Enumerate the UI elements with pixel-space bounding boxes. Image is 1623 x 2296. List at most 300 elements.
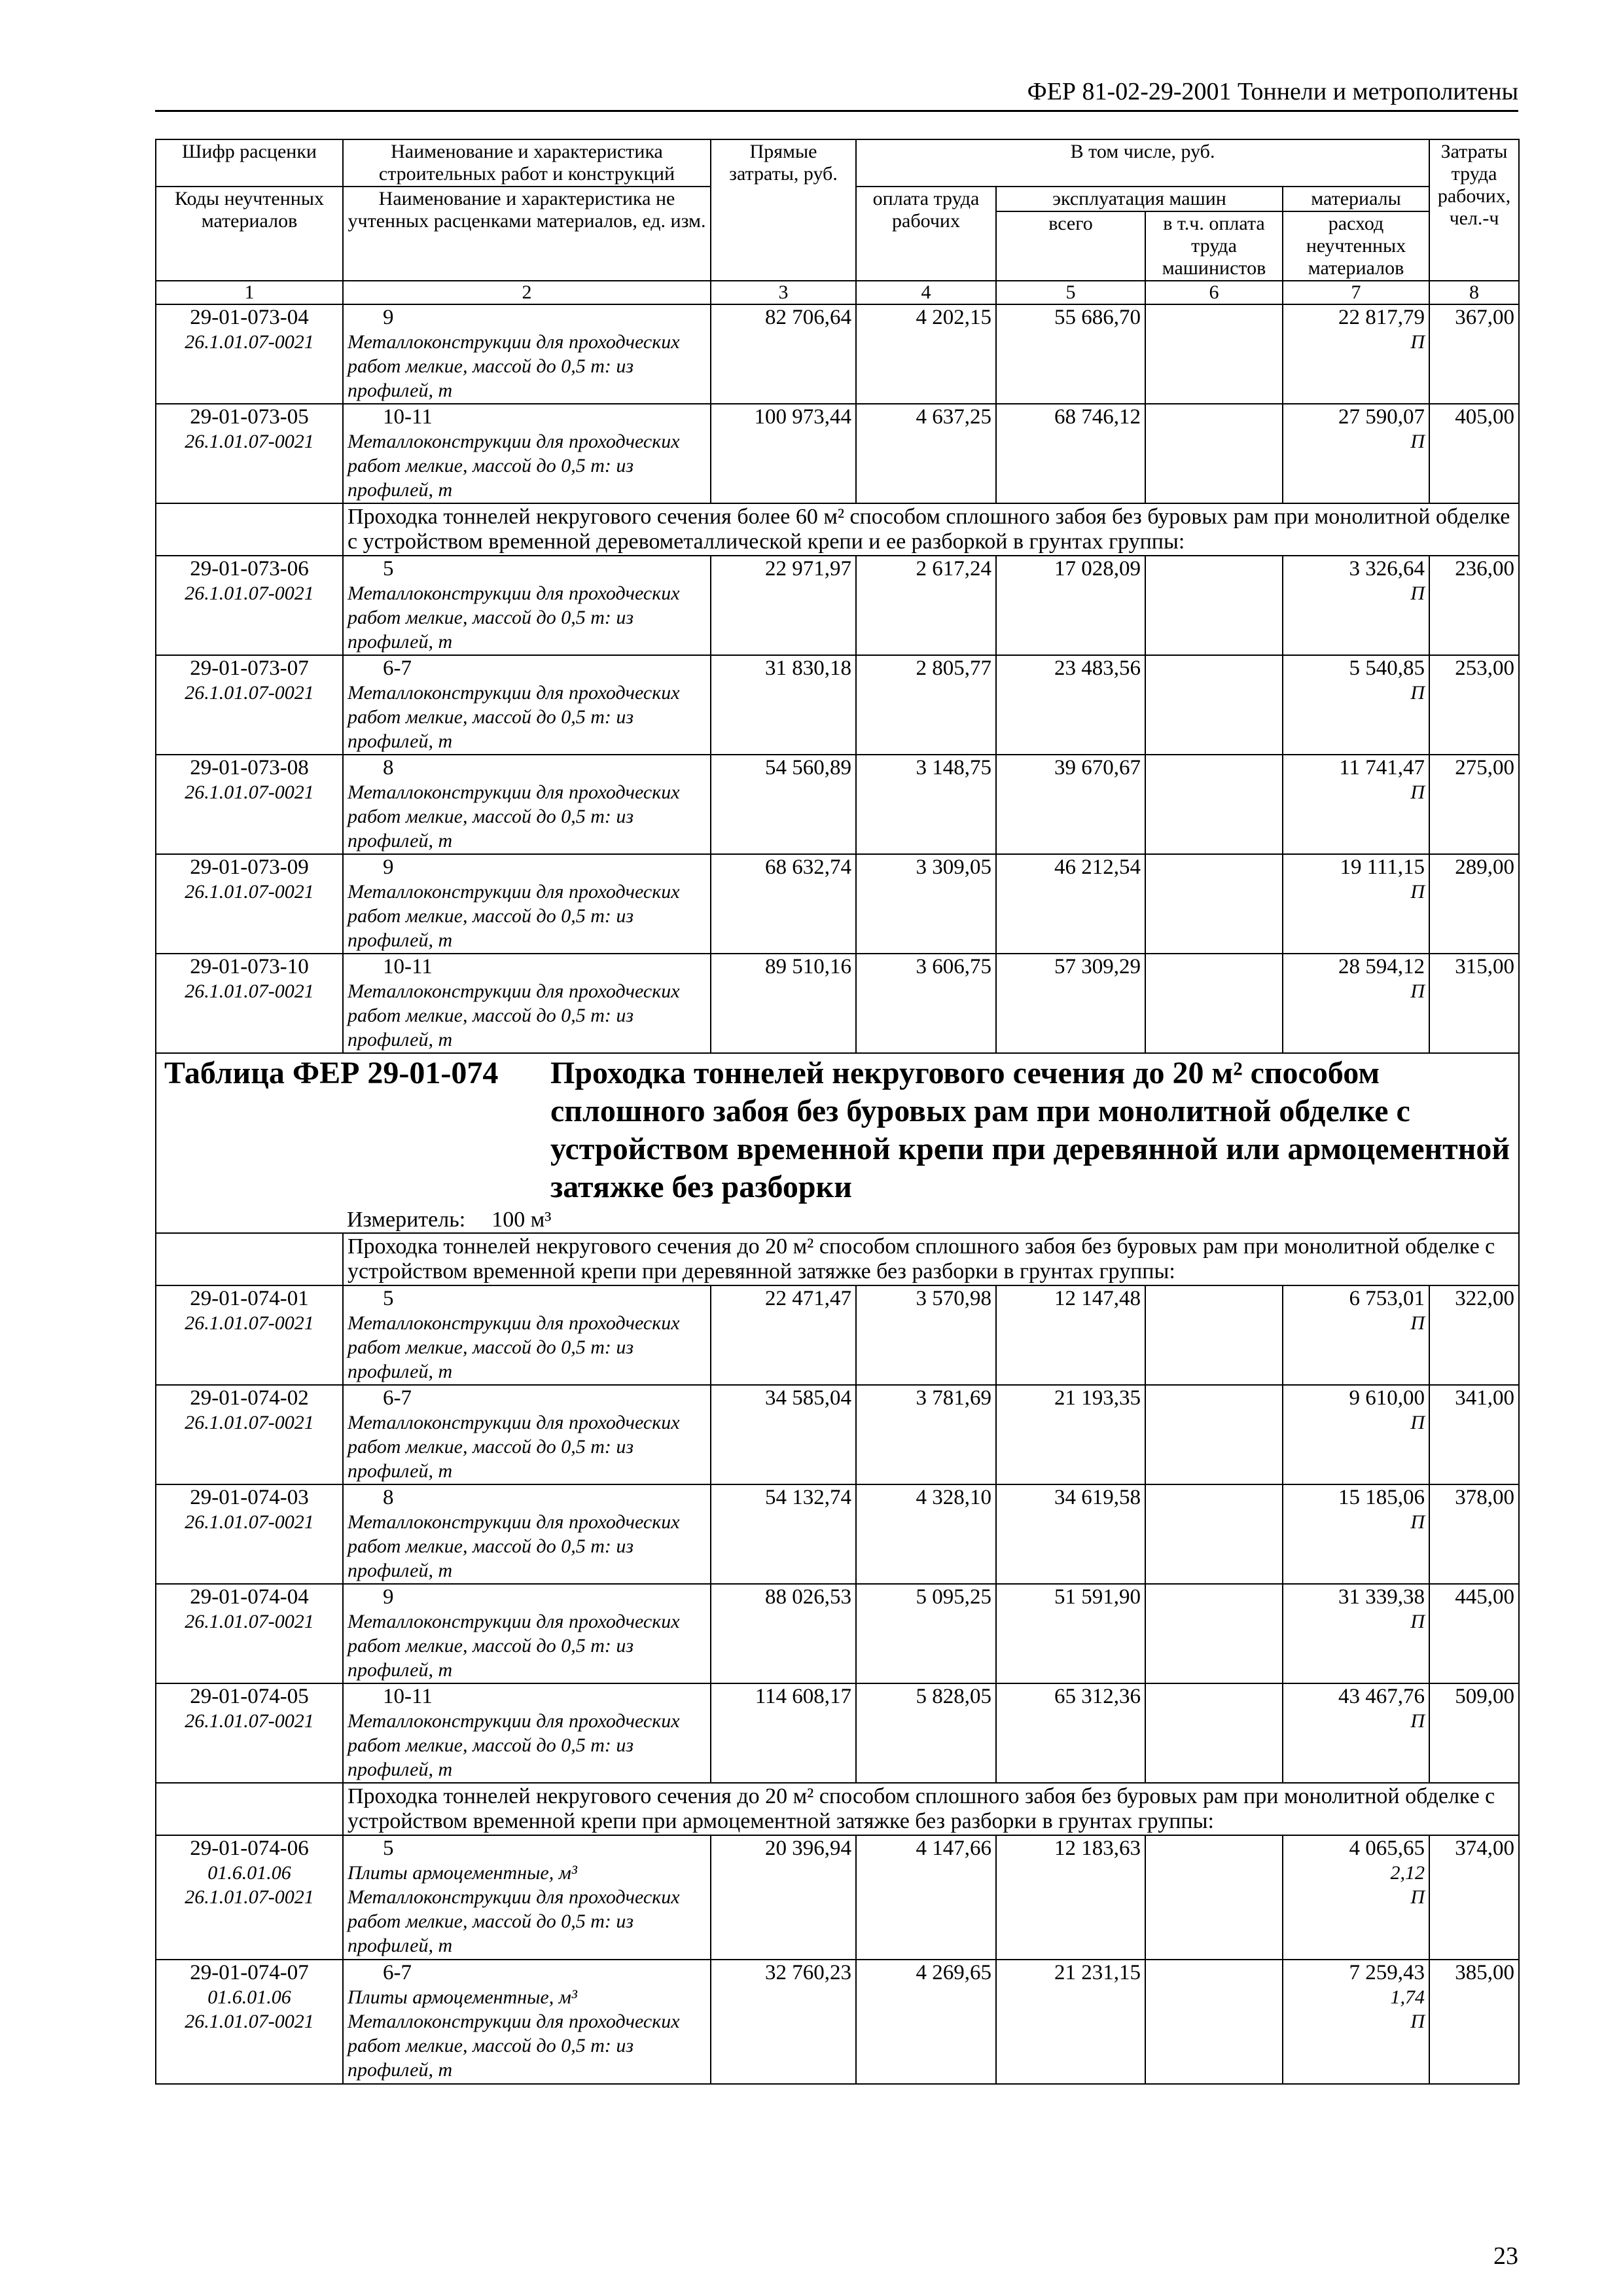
- name-cell: [343, 1683, 711, 1783]
- direct-cost: 34 585,04: [765, 1386, 851, 1410]
- material-name: Металлоконструкции для проходческих работ мелкие, массой до 0,5 т: из профилей, т: [348, 331, 680, 401]
- material-name: Металлоконструкции для проходческих работ мелкие, массой до 0,5 т: из профилей, т: [348, 980, 680, 1050]
- material-name: Металлоконструкции для проходческих работ мелкие, массой до 0,5 т: из профилей, т: [348, 1312, 680, 1382]
- code-cell: [156, 1960, 343, 2084]
- machines-cell: [996, 1683, 1145, 1783]
- labor-pay-cell: [856, 954, 996, 1053]
- direct-cost-cell: [711, 556, 856, 655]
- material-name: Металлоконструкции для проходческих работ мелкие, массой до 0,5 т: из профилей, т: [348, 2011, 680, 2081]
- col-number: 7: [1283, 281, 1429, 304]
- direct-cost-cell: [711, 1484, 856, 1584]
- labor-cost: 341,00: [1455, 1386, 1515, 1410]
- machines-pay-cell: [1145, 1484, 1283, 1584]
- col-labor-pay: оплата труда рабочих: [856, 187, 996, 281]
- material-code: 01.6.01.06: [207, 1986, 291, 2008]
- material-code: 26.1.01.07-0021: [185, 1412, 314, 1433]
- machines-total: 21 193,35: [1054, 1386, 1141, 1410]
- rate-code: 29-01-073-04: [190, 306, 309, 329]
- section-heading-text: Проходка тоннелей некругового сечения до 20 м² способом сплошного забоя без буровых рам при монолитной обделке с устройством временной крепи при деревянной затяжке без разборки в грунтах группы:: [348, 1234, 1495, 1283]
- section-heading-text: Проходка тоннелей некругового сечения до 20 м² способом сплошного забоя без буровых рам при монолитной обделке с устройством временной крепи при армоцементной затяжке без разборки в грунтах группы:: [348, 1784, 1495, 1833]
- labor-cost: 315,00: [1455, 955, 1515, 978]
- labor-cost-cell: [1429, 1960, 1519, 2084]
- name-cell: [343, 1960, 711, 2084]
- machines-cell: [996, 954, 1145, 1053]
- page-header-title: ФЕР 81-02-29-2001 Тоннели и метрополитены: [1027, 78, 1518, 105]
- labor-cost: 385,00: [1455, 1961, 1515, 1984]
- machines-total: 17 028,09: [1054, 557, 1141, 581]
- code-cell: [156, 1584, 343, 1683]
- labor-cost-cell: [1429, 1683, 1519, 1783]
- table-title: Проходка тоннелей некругового сечения до 20 м² способом сплошного забоя без буровых рам при монолитной обделке с устройством временной крепи при деревянной или армоцементной затяжке без разборки: [550, 1056, 1510, 1204]
- soil-group: 5: [383, 1287, 394, 1310]
- material-mark: П: [1410, 1511, 1425, 1533]
- soil-group: 6-7: [383, 1961, 412, 1984]
- machines-pay-cell: [1145, 404, 1283, 503]
- soil-group: 8: [383, 1486, 394, 1509]
- material-code: 26.1.01.07-0021: [185, 980, 314, 1002]
- col-incl: В том числе, руб.: [856, 139, 1429, 187]
- section-spacer: [156, 1233, 343, 1285]
- rate-code: 29-01-073-10: [190, 955, 309, 978]
- machines-total: 12 147,48: [1054, 1287, 1141, 1310]
- material-code: 26.1.01.07-0021: [185, 583, 314, 604]
- table-row: [156, 1960, 1519, 2084]
- labor-pay-cell: [856, 304, 996, 404]
- materials-cost: 3 326,64: [1349, 557, 1425, 581]
- rate-code: 29-01-073-08: [190, 756, 309, 780]
- material-code: 26.1.01.07-0021: [185, 881, 314, 903]
- machines-pay-cell: [1145, 655, 1283, 755]
- col-machines-pay: в т.ч. оплата труда машинистов: [1145, 211, 1283, 281]
- table-row: [156, 1484, 1519, 1584]
- direct-cost: 22 471,47: [765, 1287, 851, 1310]
- material-code: 26.1.01.07-0021: [185, 1710, 314, 1732]
- direct-cost: 68 632,74: [765, 855, 851, 879]
- soil-group: 6-7: [383, 1386, 412, 1410]
- table-row: [156, 1385, 1519, 1484]
- rate-code: 29-01-074-06: [190, 1837, 309, 1860]
- materials-cost: 15 185,06: [1338, 1486, 1425, 1509]
- material-name: Металлоконструкции для проходческих работ мелкие, массой до 0,5 т: из профилей, т: [348, 1710, 680, 1780]
- machines-cell: [996, 1484, 1145, 1584]
- labor-pay: 3 148,75: [916, 756, 991, 780]
- col-name-materials: Наименование и характеристика не учтенных расценками материалов, ед. изм.: [343, 187, 711, 281]
- meter-value: 100 м³: [491, 1208, 552, 1232]
- material-mark: П: [1410, 1611, 1425, 1632]
- materials-cell: [1283, 854, 1429, 954]
- direct-cost-cell: [711, 1285, 856, 1385]
- col-direct: Прямые затраты, руб.: [711, 139, 856, 281]
- material-name: Металлоконструкции для проходческих работ мелкие, массой до 0,5 т: из профилей, т: [348, 1511, 680, 1581]
- machines-pay-cell: [1145, 1835, 1283, 1960]
- material-mark: П: [1410, 781, 1425, 803]
- labor-pay-cell: [856, 1584, 996, 1683]
- col-number: 3: [711, 281, 856, 304]
- direct-cost-cell: [711, 304, 856, 404]
- labor-pay: 3 606,75: [916, 955, 991, 978]
- code-cell: [156, 304, 343, 404]
- material-mark: П: [1410, 980, 1425, 1002]
- labor-cost: 509,00: [1455, 1685, 1515, 1708]
- material-code: 26.1.01.07-0021: [185, 1886, 314, 1908]
- rate-code: 29-01-074-07: [190, 1961, 309, 1984]
- labor-pay-cell: [856, 1484, 996, 1584]
- materials-cell: [1283, 404, 1429, 503]
- direct-cost-cell: [711, 1385, 856, 1484]
- material-name: Металлоконструкции для проходческих работ мелкие, массой до 0,5 т: из профилей, т: [348, 1611, 680, 1681]
- labor-pay: 4 637,25: [916, 405, 991, 429]
- machines-cell: [996, 1584, 1145, 1683]
- material-name: Металлоконструкции для проходческих работ мелкие, массой до 0,5 т: из профилей, т: [348, 1412, 680, 1482]
- soil-group: 10-11: [383, 1685, 433, 1708]
- direct-cost: 31 830,18: [765, 656, 851, 680]
- rate-code: 29-01-073-06: [190, 557, 309, 581]
- labor-pay: 5 095,25: [916, 1585, 991, 1609]
- labor-pay: 3 781,69: [916, 1386, 991, 1410]
- labor-cost: 378,00: [1455, 1486, 1515, 1509]
- materials-cell: [1283, 1960, 1429, 2084]
- material-usage: 1,74: [1390, 1986, 1425, 2008]
- direct-cost-cell: [711, 1960, 856, 2084]
- column-numbers-row: [156, 281, 1519, 304]
- machines-pay-cell: [1145, 755, 1283, 854]
- material-mark: П: [1410, 881, 1425, 903]
- section-row: [156, 1783, 1519, 1835]
- labor-cost-cell: [1429, 755, 1519, 854]
- labor-pay: 5 828,05: [916, 1685, 991, 1708]
- name-cell: [343, 755, 711, 854]
- col-labor: Затраты труда рабочих, чел.-ч: [1429, 139, 1519, 281]
- machines-cell: [996, 655, 1145, 755]
- direct-cost-cell: [711, 404, 856, 503]
- code-cell: [156, 655, 343, 755]
- col-machines: эксплуатация машин: [996, 187, 1283, 211]
- name-cell: [343, 1484, 711, 1584]
- materials-cell: [1283, 655, 1429, 755]
- code-cell: [156, 854, 343, 954]
- material-code: 26.1.01.07-0021: [185, 1611, 314, 1632]
- table-row: [156, 755, 1519, 854]
- material-name: Металлоконструкции для проходческих работ мелкие, массой до 0,5 т: из профилей, т: [348, 881, 680, 951]
- soil-group: 10-11: [383, 405, 433, 429]
- labor-pay-cell: [856, 755, 996, 854]
- material-name: Металлоконструкции для проходческих работ мелкие, массой до 0,5 т: из профилей, т: [348, 781, 680, 852]
- labor-pay-cell: [856, 1835, 996, 1960]
- labor-pay: 4 202,15: [916, 306, 991, 329]
- name-cell: [343, 1285, 711, 1385]
- code-cell: [156, 1683, 343, 1783]
- page-header: [155, 73, 1518, 112]
- labor-cost: 236,00: [1455, 557, 1515, 581]
- rate-code: 29-01-073-07: [190, 656, 309, 680]
- labor-cost-cell: [1429, 1835, 1519, 1960]
- materials-cost: 4 065,65: [1349, 1837, 1425, 1860]
- materials-cost: 31 339,38: [1338, 1585, 1425, 1609]
- table-label: Таблица ФЕР 29-01-074: [164, 1056, 499, 1090]
- machines-pay-cell: [1145, 954, 1283, 1053]
- soil-group: 9: [383, 306, 394, 329]
- rates-table-body: [156, 139, 1519, 2084]
- labor-cost: 405,00: [1455, 405, 1515, 429]
- machines-pay-cell: [1145, 1285, 1283, 1385]
- rate-code: 29-01-074-04: [190, 1585, 309, 1609]
- table-row: [156, 1285, 1519, 1385]
- meter-label: Измеритель:: [347, 1208, 466, 1232]
- labor-pay-cell: [856, 854, 996, 954]
- direct-cost-cell: [711, 655, 856, 755]
- col-machines-total: всего: [996, 211, 1145, 281]
- materials-cost: 11 741,47: [1339, 756, 1425, 780]
- labor-cost: 253,00: [1455, 656, 1515, 680]
- machines-total: 12 183,63: [1054, 1837, 1141, 1860]
- labor-cost-cell: [1429, 854, 1519, 954]
- labor-cost-cell: [1429, 304, 1519, 404]
- table-row: [156, 954, 1519, 1053]
- direct-cost-cell: [711, 1584, 856, 1683]
- rate-code: 29-01-073-09: [190, 855, 309, 879]
- material-mark: П: [1410, 431, 1425, 452]
- machines-pay-cell: [1145, 556, 1283, 655]
- labor-pay-cell: [856, 556, 996, 655]
- col-number: 1: [156, 281, 343, 304]
- labor-pay-cell: [856, 655, 996, 755]
- machines-total: 39 670,67: [1054, 756, 1141, 780]
- material-code: 26.1.01.07-0021: [185, 331, 314, 353]
- machines-cell: [996, 854, 1145, 954]
- labor-cost-cell: [1429, 954, 1519, 1053]
- labor-cost: 289,00: [1455, 855, 1515, 879]
- machines-total: 23 483,56: [1054, 656, 1141, 680]
- code-cell: [156, 1484, 343, 1584]
- table-title-cell: [156, 1053, 1519, 1233]
- name-cell: [343, 1835, 711, 1960]
- col-code-materials: Коды неучтенных материалов: [156, 187, 343, 281]
- labor-cost-cell: [1429, 1584, 1519, 1683]
- machines-pay-cell: [1145, 1584, 1283, 1683]
- col-number: 8: [1429, 281, 1519, 304]
- machines-pay-cell: [1145, 854, 1283, 954]
- rate-code: 29-01-073-05: [190, 405, 309, 429]
- table-row: [156, 1584, 1519, 1683]
- section-heading: [343, 1783, 1519, 1835]
- material-code: 26.1.01.07-0021: [185, 781, 314, 803]
- name-cell: [343, 655, 711, 755]
- direct-cost-cell: [711, 755, 856, 854]
- labor-cost-cell: [1429, 1484, 1519, 1584]
- machines-total: 46 212,54: [1054, 855, 1141, 879]
- materials-cell: [1283, 304, 1429, 404]
- machines-cell: [996, 1285, 1145, 1385]
- code-cell: [156, 755, 343, 854]
- materials-cost: 6 753,01: [1349, 1287, 1425, 1310]
- soil-group: 9: [383, 855, 394, 879]
- code-cell: [156, 954, 343, 1053]
- materials-cell: [1283, 1385, 1429, 1484]
- material-mark: П: [1410, 583, 1425, 604]
- col-materials-use: расход неучтенных материалов: [1283, 211, 1429, 281]
- section-spacer: [156, 503, 343, 556]
- machines-cell: [996, 755, 1145, 854]
- col-materials: материалы: [1283, 187, 1429, 211]
- direct-cost: 114 608,17: [755, 1685, 851, 1708]
- section-row: [156, 503, 1519, 556]
- direct-cost: 88 026,53: [765, 1585, 851, 1609]
- direct-cost: 100 973,44: [754, 405, 851, 429]
- soil-group: 5: [383, 557, 394, 581]
- material-mark: П: [1410, 331, 1425, 353]
- page-number: 23: [1493, 2242, 1518, 2270]
- material-code: 26.1.01.07-0021: [185, 431, 314, 452]
- direct-cost: 82 706,64: [765, 306, 851, 329]
- section-heading: [343, 1233, 1519, 1285]
- rates-table: [155, 139, 1520, 2085]
- material-mark: П: [1410, 2011, 1425, 2032]
- machines-cell: [996, 404, 1145, 503]
- materials-cell: [1283, 755, 1429, 854]
- col-number: 2: [343, 281, 711, 304]
- material-code: 26.1.01.07-0021: [185, 682, 314, 704]
- materials-cell: [1283, 556, 1429, 655]
- materials-cost: 7 259,43: [1349, 1961, 1425, 1984]
- section-heading: [343, 503, 1519, 556]
- materials-cell: [1283, 1285, 1429, 1385]
- machines-total: 21 231,15: [1054, 1961, 1141, 1984]
- labor-pay: 4 147,66: [916, 1837, 991, 1860]
- labor-cost: 275,00: [1455, 756, 1515, 780]
- direct-cost: 89 510,16: [765, 955, 851, 978]
- col-name: Наименование и характеристика строительных работ и конструкций: [343, 139, 711, 187]
- rate-code: 29-01-074-01: [190, 1287, 309, 1310]
- material-name: Металлоконструкции для проходческих работ мелкие, массой до 0,5 т: из профилей, т: [348, 682, 680, 752]
- materials-cost: 9 610,00: [1349, 1386, 1425, 1410]
- name-cell: [343, 404, 711, 503]
- code-cell: [156, 1385, 343, 1484]
- labor-cost: 445,00: [1455, 1585, 1515, 1609]
- labor-cost-cell: [1429, 1385, 1519, 1484]
- materials-cell: [1283, 954, 1429, 1053]
- labor-cost-cell: [1429, 556, 1519, 655]
- table-row: [156, 556, 1519, 655]
- machines-pay-cell: [1145, 1385, 1283, 1484]
- material-code: 01.6.01.06: [207, 1862, 291, 1884]
- labor-cost: 367,00: [1455, 306, 1515, 329]
- labor-cost: 322,00: [1455, 1287, 1515, 1310]
- rate-code: 29-01-074-05: [190, 1685, 309, 1708]
- machines-total: 34 619,58: [1054, 1486, 1141, 1509]
- table-row: [156, 655, 1519, 755]
- material-name: Плиты армоцементные, м³: [348, 1986, 577, 2008]
- material-name: Металлоконструкции для проходческих работ мелкие, массой до 0,5 т: из профилей, т: [348, 1886, 680, 1956]
- name-cell: [343, 854, 711, 954]
- col-number: 6: [1145, 281, 1283, 304]
- direct-cost-cell: [711, 1835, 856, 1960]
- name-cell: [343, 1385, 711, 1484]
- code-cell: [156, 1835, 343, 1960]
- machines-pay-cell: [1145, 304, 1283, 404]
- machines-total: 65 312,36: [1054, 1685, 1141, 1708]
- material-name: Плиты армоцементные, м³: [348, 1862, 577, 1884]
- code-cell: [156, 1285, 343, 1385]
- machines-total: 68 746,12: [1054, 405, 1141, 429]
- soil-group: 10-11: [383, 955, 433, 978]
- material-name: Металлоконструкции для проходческих работ мелкие, массой до 0,5 т: из профилей, т: [348, 583, 680, 653]
- labor-pay-cell: [856, 1683, 996, 1783]
- labor-pay-cell: [856, 1385, 996, 1484]
- table-row: [156, 854, 1519, 954]
- direct-cost-cell: [711, 854, 856, 954]
- direct-cost-cell: [711, 1683, 856, 1783]
- soil-group: 9: [383, 1585, 394, 1609]
- direct-cost: 32 760,23: [765, 1961, 851, 1984]
- labor-cost-cell: [1429, 1285, 1519, 1385]
- labor-cost-cell: [1429, 655, 1519, 755]
- machines-total: 55 686,70: [1054, 306, 1141, 329]
- labor-pay: 3 309,05: [916, 855, 991, 879]
- col-number: 4: [856, 281, 996, 304]
- machines-cell: [996, 304, 1145, 404]
- direct-cost: 54 132,74: [765, 1486, 851, 1509]
- labor-pay-cell: [856, 1285, 996, 1385]
- machines-total: 51 591,90: [1054, 1585, 1141, 1609]
- name-cell: [343, 304, 711, 404]
- materials-cost: 43 467,76: [1338, 1685, 1425, 1708]
- name-cell: [343, 556, 711, 655]
- labor-pay-cell: [856, 1960, 996, 2084]
- materials-cost: 28 594,12: [1338, 955, 1425, 978]
- machines-cell: [996, 1385, 1145, 1484]
- material-code: 26.1.01.07-0021: [185, 2011, 314, 2032]
- labor-cost-cell: [1429, 404, 1519, 503]
- table-row: [156, 304, 1519, 404]
- material-usage: 2,12: [1390, 1862, 1425, 1884]
- materials-cost: 27 590,07: [1338, 405, 1425, 429]
- labor-pay: 2 617,24: [916, 557, 991, 581]
- material-code: 26.1.01.07-0021: [185, 1312, 314, 1334]
- name-cell: [343, 1584, 711, 1683]
- code-cell: [156, 556, 343, 655]
- table-title-row: [156, 1053, 1519, 1233]
- machines-pay-cell: [1145, 1960, 1283, 2084]
- machines-cell: [996, 1960, 1145, 2084]
- labor-cost: 374,00: [1455, 1837, 1515, 1860]
- table-row: [156, 1835, 1519, 1960]
- labor-pay: 4 269,65: [916, 1961, 991, 1984]
- table-row: [156, 1683, 1519, 1783]
- labor-pay: 2 805,77: [916, 656, 991, 680]
- rate-code: 29-01-074-03: [190, 1486, 309, 1509]
- rate-code: 29-01-074-02: [190, 1386, 309, 1410]
- material-name: Металлоконструкции для проходческих работ мелкие, массой до 0,5 т: из профилей, т: [348, 431, 680, 501]
- soil-group: 6-7: [383, 656, 412, 680]
- material-code: 26.1.01.07-0021: [185, 1511, 314, 1533]
- material-mark: П: [1410, 1710, 1425, 1732]
- table-row: [156, 404, 1519, 503]
- labor-pay: 3 570,98: [916, 1287, 991, 1310]
- direct-cost-cell: [711, 954, 856, 1053]
- code-cell: [156, 404, 343, 503]
- machines-cell: [996, 556, 1145, 655]
- material-mark: П: [1410, 682, 1425, 704]
- section-row: [156, 1233, 1519, 1285]
- materials-cell: [1283, 1584, 1429, 1683]
- materials-cell: [1283, 1683, 1429, 1783]
- name-cell: [343, 954, 711, 1053]
- col-number: 5: [996, 281, 1145, 304]
- materials-cost: 5 540,85: [1349, 656, 1425, 680]
- section-heading-text: Проходка тоннелей некругового сечения более 60 м² способом сплошного забоя без буровых рам при монолитной обделке с устройством временной деревометаллической крепи и ее разборкой в грунтах группы:: [348, 505, 1510, 554]
- labor-pay-cell: [856, 404, 996, 503]
- materials-cost: 19 111,15: [1340, 855, 1425, 879]
